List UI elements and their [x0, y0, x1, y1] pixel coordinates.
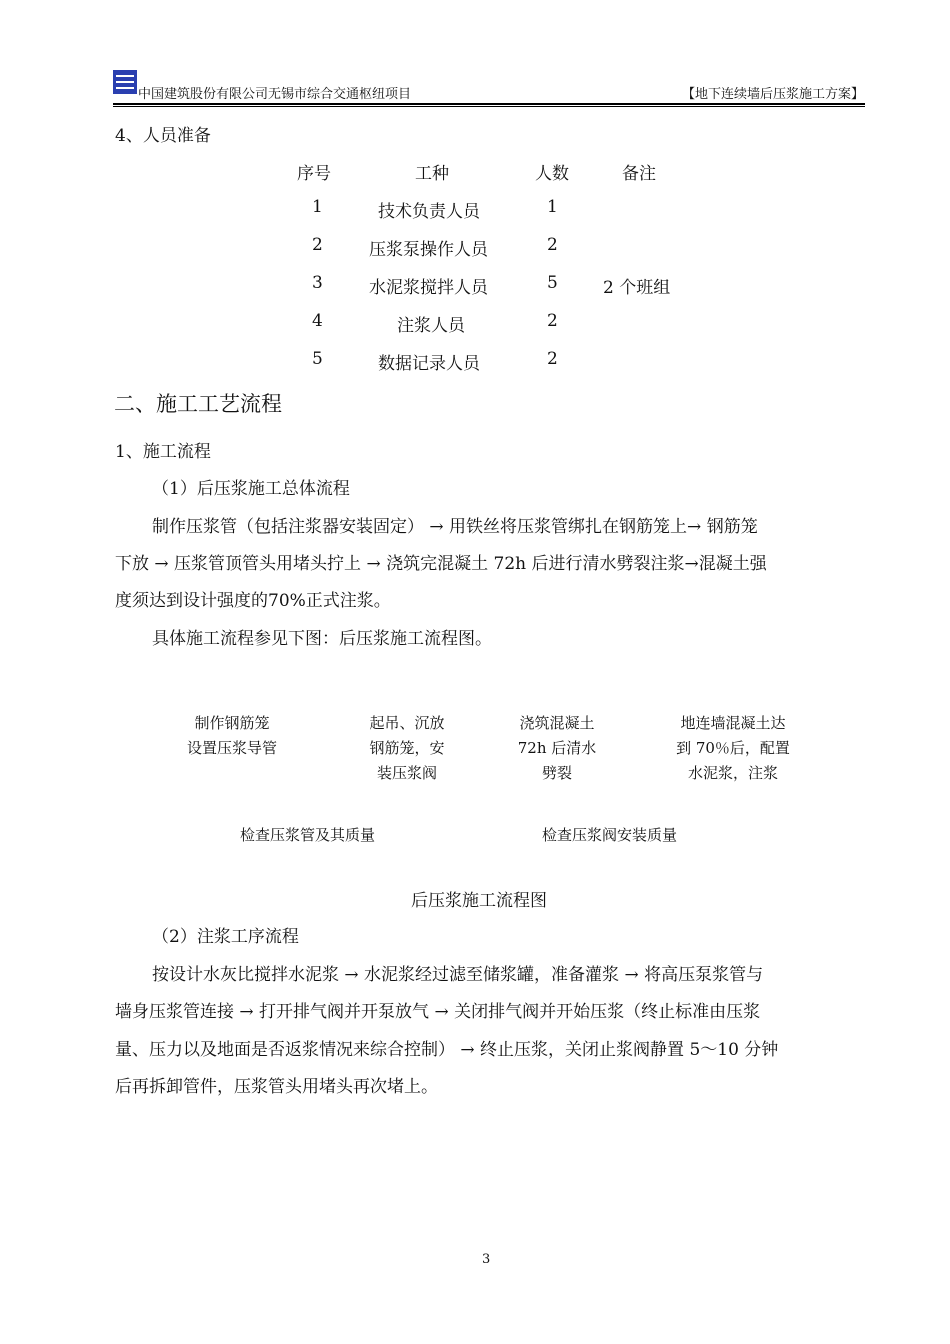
flow-step-line: 劈裂 — [541, 764, 572, 782]
chapter-title: 二、施工工艺流程 — [114, 392, 282, 416]
table-cell: 水泥浆搅拌人员 — [369, 278, 488, 298]
flow-step — [357, 711, 457, 786]
subsection-heading: 1、施工流程 — [115, 442, 211, 462]
table-header-cell: 备注 — [622, 164, 656, 184]
table-cell: 2 — [547, 349, 558, 369]
flow-step-line: 钢筋笼，安 — [369, 739, 445, 757]
paragraph-line: 度须达到设计强度的70%正式注浆。 — [115, 591, 391, 611]
table-cell: 2 个班组 — [603, 278, 671, 298]
paragraph-line: 量、压力以及地面是否返浆情况来综合控制） → 终止压浆，关闭止浆阀静置 5～10 分钟 — [115, 1040, 779, 1060]
header-company: 中国建筑股份有限公司无锡市综合交通枢纽项目 — [138, 87, 412, 102]
table-cell: 技术负责人员 — [378, 202, 480, 222]
flow-step-line: 浇筑混凝土 — [519, 714, 595, 732]
table-cell: 3 — [312, 273, 323, 293]
table-cell: 压浆泵操作人员 — [369, 240, 488, 260]
flow-step-line: 装压浆阀 — [376, 764, 437, 782]
paragraph-line: 制作压浆管（包括注浆器安装固定） → 用铁丝将压浆管绑扎在钢筋笼上→ 钢筋笼 — [152, 517, 758, 537]
header-doc-title: 【地下连续墙后压浆施工方案】 — [681, 87, 864, 102]
paragraph-line: 下放 → 压浆管顶管头用堵头拧上 → 浇筑完混凝土 72h 后进行清水劈裂注浆→混凝土强 — [115, 554, 767, 574]
table-cell: 1 — [312, 197, 323, 217]
table-cell: 1 — [547, 197, 558, 217]
section-heading: 4、人员准备 — [115, 126, 211, 146]
flow-check: 检查压浆管及其质量 — [240, 826, 376, 844]
flow-step — [507, 711, 607, 786]
table-cell: 2 — [547, 235, 558, 255]
table-cell: 4 — [312, 311, 323, 331]
table-cell: 注浆人员 — [397, 316, 465, 336]
table-cell: 5 — [547, 273, 558, 293]
item-heading: （2）注浆工序流程 — [152, 927, 299, 947]
header-rule — [113, 103, 865, 105]
flow-step-line: 地连墙混凝土达 — [680, 714, 786, 732]
table-header-cell: 序号 — [297, 164, 331, 184]
paragraph-line: 按设计水灰比搅拌水泥浆 → 水泥浆经过滤至储浆罐，准备灌浆 → 将高压泵浆管与 — [152, 965, 764, 985]
header-rule-thin — [113, 106, 865, 107]
page-number: 3 — [482, 1252, 491, 1267]
table-cell: 2 — [312, 235, 323, 255]
paragraph-line: 后再拆卸管件，压浆管头用堵头再次堵上。 — [115, 1077, 438, 1097]
paragraph-line: 具体施工流程参见下图：后压浆施工流程图。 — [152, 629, 492, 649]
company-logo — [113, 70, 137, 94]
item-heading: （1）后压浆施工总体流程 — [152, 479, 350, 499]
figure-caption: 后压浆施工流程图 — [411, 891, 547, 911]
table-cell: 5 — [312, 349, 323, 369]
flow-step — [172, 711, 292, 761]
flow-step — [663, 711, 803, 786]
flow-step-line: 设置压浆导管 — [186, 739, 277, 757]
paragraph-line: 墙身压浆管连接 → 打开排气阀并开泵放气 → 关闭排气阀并开始压浆（终止标准由压浆 — [115, 1002, 761, 1022]
table-header-cell: 工种 — [415, 164, 449, 184]
flow-step-line: 72h 后清水 — [517, 739, 597, 757]
table-cell: 2 — [547, 311, 558, 331]
flow-step-line: 水泥浆，注浆 — [687, 764, 778, 782]
flow-step-line: 到 70％后，配置 — [676, 739, 790, 757]
flow-step-line: 起吊、沉放 — [369, 714, 445, 732]
flow-step-line: 制作钢筋笼 — [194, 714, 270, 732]
table-cell: 数据记录人员 — [378, 354, 480, 374]
flow-check: 检查压浆阀安装质量 — [542, 826, 678, 844]
table-header-cell: 人数 — [535, 164, 569, 184]
